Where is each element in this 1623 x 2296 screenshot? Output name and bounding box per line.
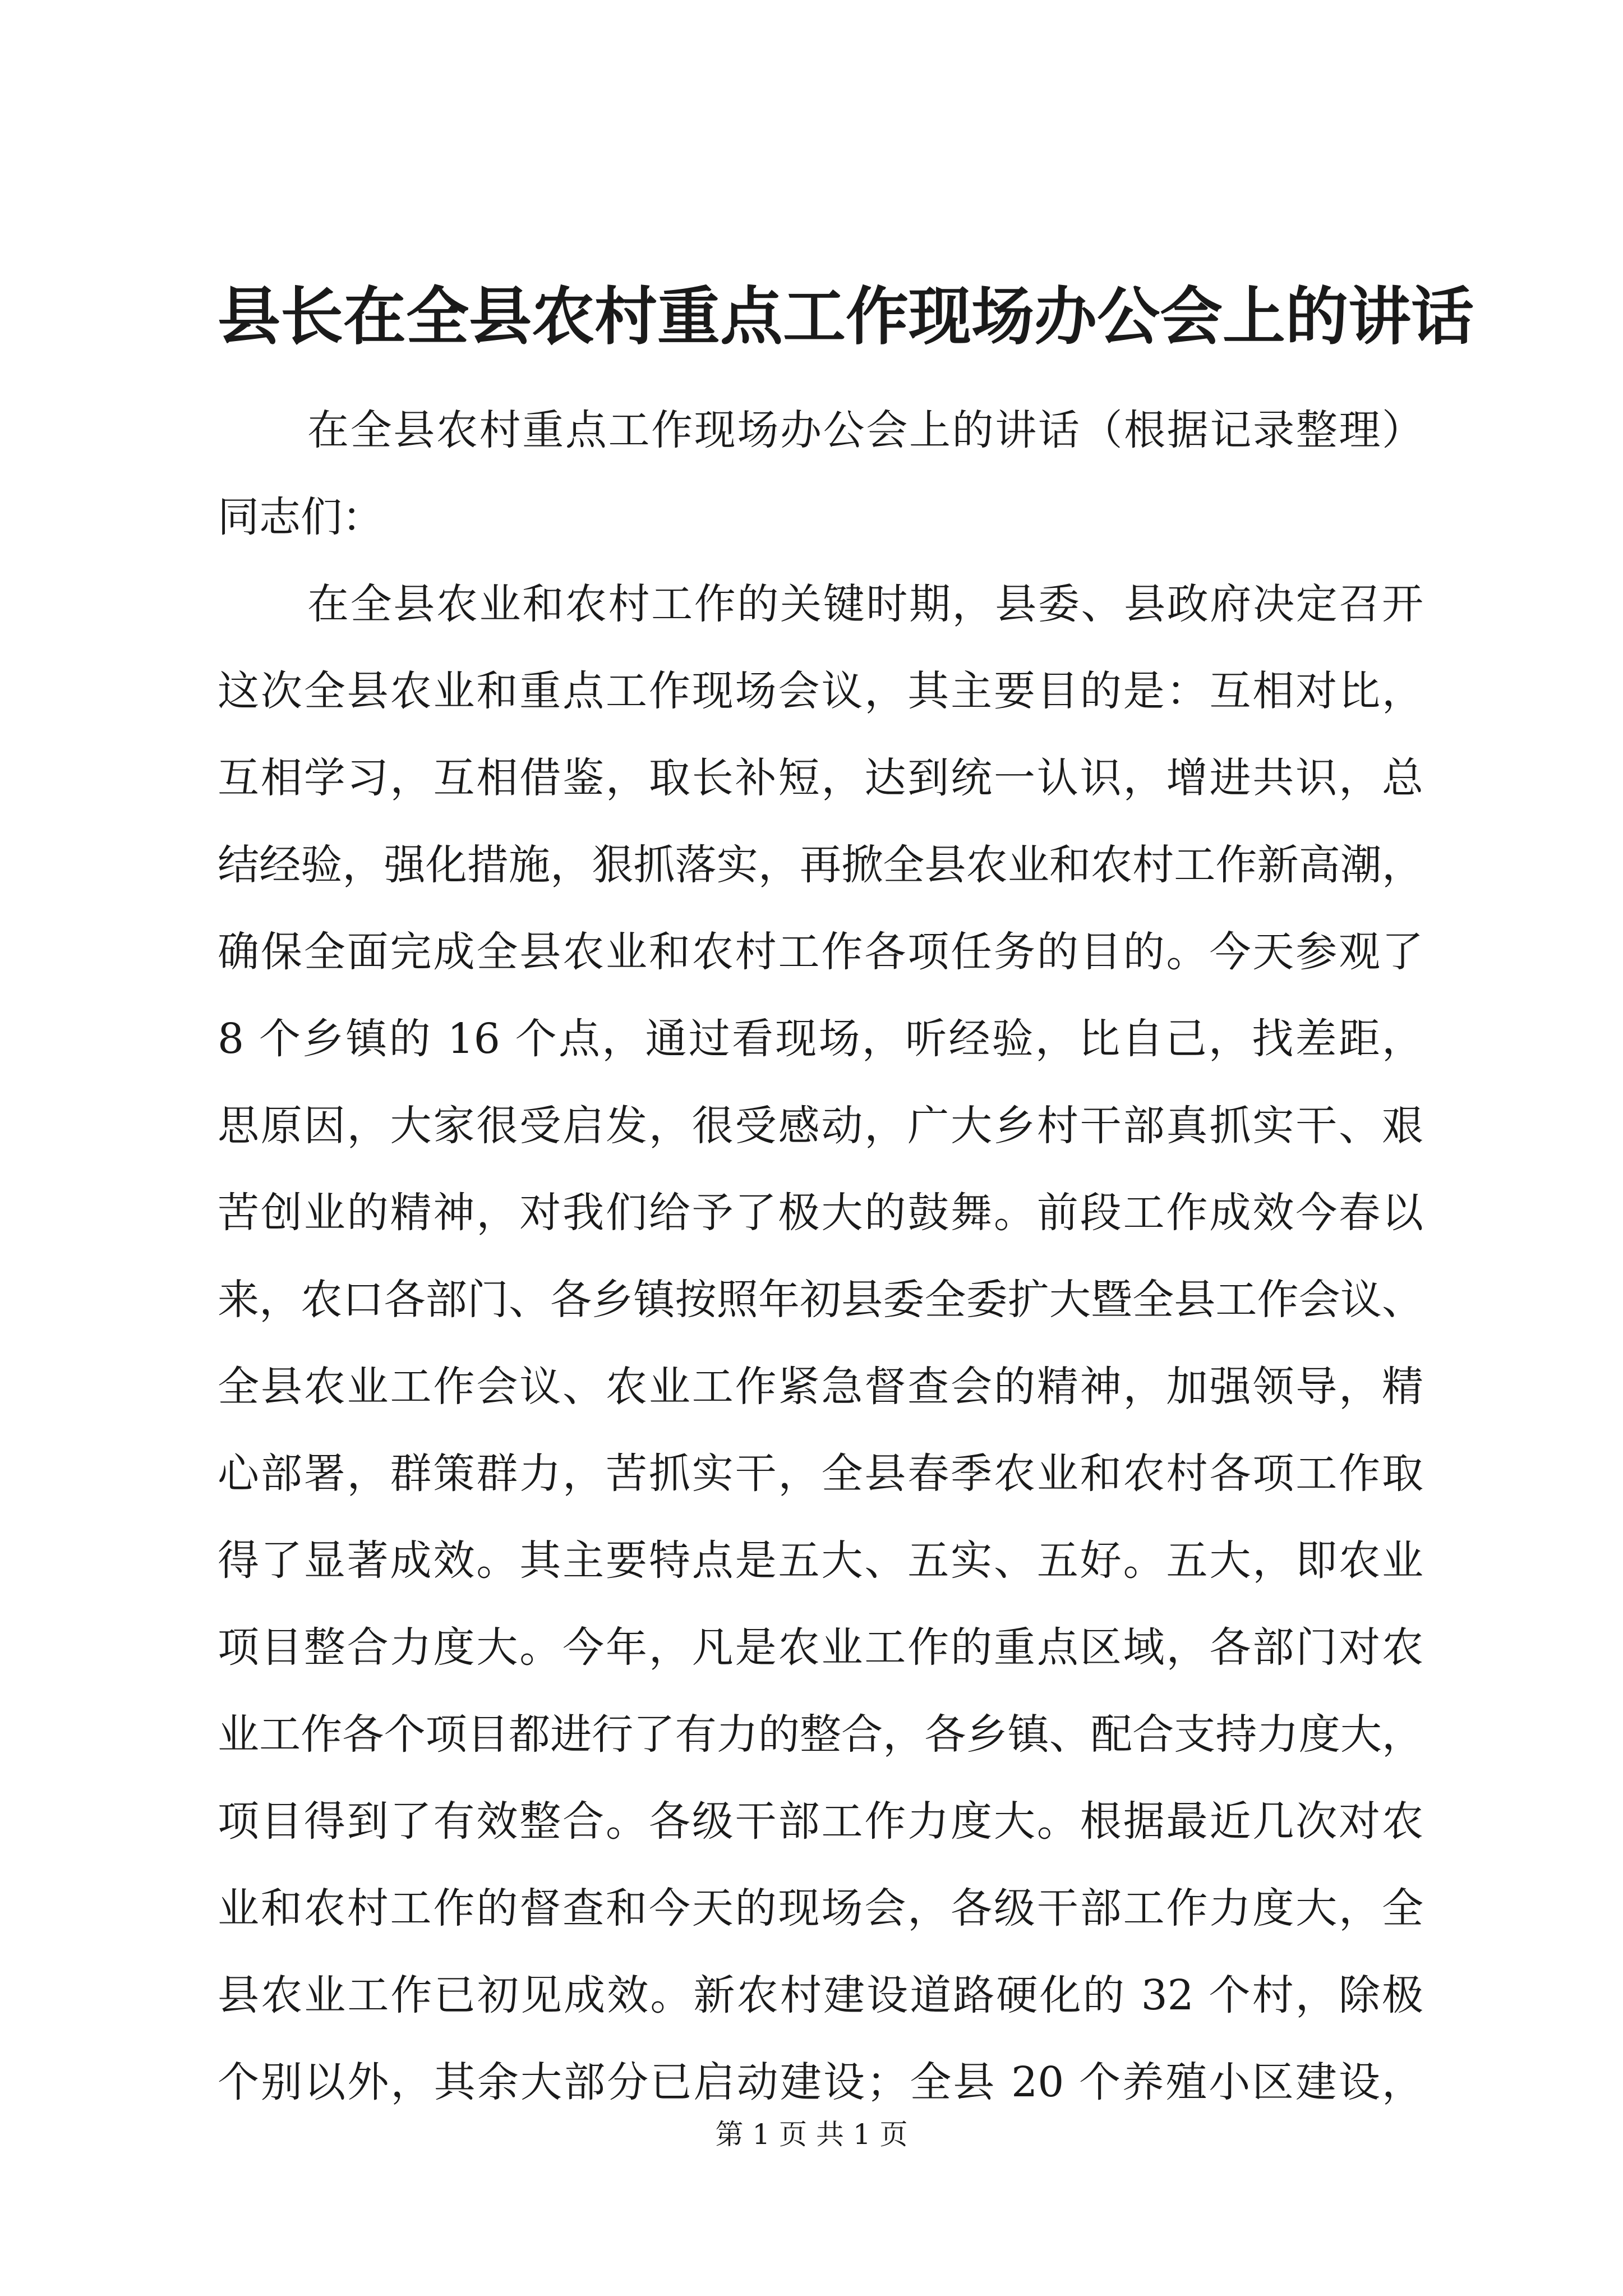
page-footer: 第 1 页 共 1 页 xyxy=(715,2118,908,2151)
body-line: 在全县农业和农村工作的关键时期，县委、县政府决定召开 xyxy=(307,580,1423,628)
body-line: 互相学习，互相借鉴，取长补短，达到统一认识，增进共识，总 xyxy=(218,754,1423,802)
body-line: 得了显著成效。其主要特点是五大、五实、五好。五大，即农业 xyxy=(218,1536,1423,1585)
body-line: 县农业工作已初见成效。新农村建设道路硬化的 32 个村，除极 xyxy=(218,1971,1423,2019)
document-body xyxy=(218,387,1423,2126)
body-line: 确保全面完成全县农业和农村工作各项任务的目的。今天参观了 xyxy=(218,928,1423,976)
body-line: 全县农业工作会议、农业工作紧急督查会的精神，加强领导，精 xyxy=(218,1363,1423,1411)
body-line: 同志们： xyxy=(218,493,384,541)
document-title: 县长在全县农村重点工作现场办公会上的讲话 xyxy=(218,280,1474,353)
body-line: 项目整合力度大。今年，凡是农业工作的重点区域，各部门对农 xyxy=(218,1623,1423,1672)
body-line: 项目得到了有效整合。各级干部工作力度大。根据最近几次对农 xyxy=(218,1797,1423,1846)
body-line: 思原因，大家很受启发，很受感动，广大乡村干部真抓实干、艰 xyxy=(218,1102,1423,1150)
body-line: 业和农村工作的督查和今天的现场会，各级干部工作力度大，全 xyxy=(218,1884,1423,1932)
body-line: 个别以外，其余大部分已启动建设；全县 20 个养殖小区建设， xyxy=(218,2058,1423,2106)
body-line: 这次全县农业和重点工作现场会议，其主要目的是：互相对比， xyxy=(218,667,1423,715)
body-line: 来，农口各部门、各乡镇按照年初县委全委扩大暨全县工作会议、 xyxy=(218,1276,1423,1324)
body-line: 业工作各个项目都进行了有力的整合，各乡镇、配合支持力度大， xyxy=(218,1710,1423,1759)
body-line: 8 个乡镇的 16 个点，通过看现场，听经验，比自己，找差距， xyxy=(218,1015,1423,1063)
body-line: 结经验，强化措施，狠抓落实，再掀全县农业和农村工作新高潮， xyxy=(218,841,1423,889)
body-line: 在全县农村重点工作现场办公会上的讲话（根据记录整理） xyxy=(307,406,1423,454)
body-line: 心部署，群策群力，苦抓实干，全县春季农业和农村各项工作取 xyxy=(218,1450,1423,1498)
body-line: 苦创业的精神，对我们给予了极大的鼓舞。前段工作成效今春以 xyxy=(218,1189,1423,1237)
